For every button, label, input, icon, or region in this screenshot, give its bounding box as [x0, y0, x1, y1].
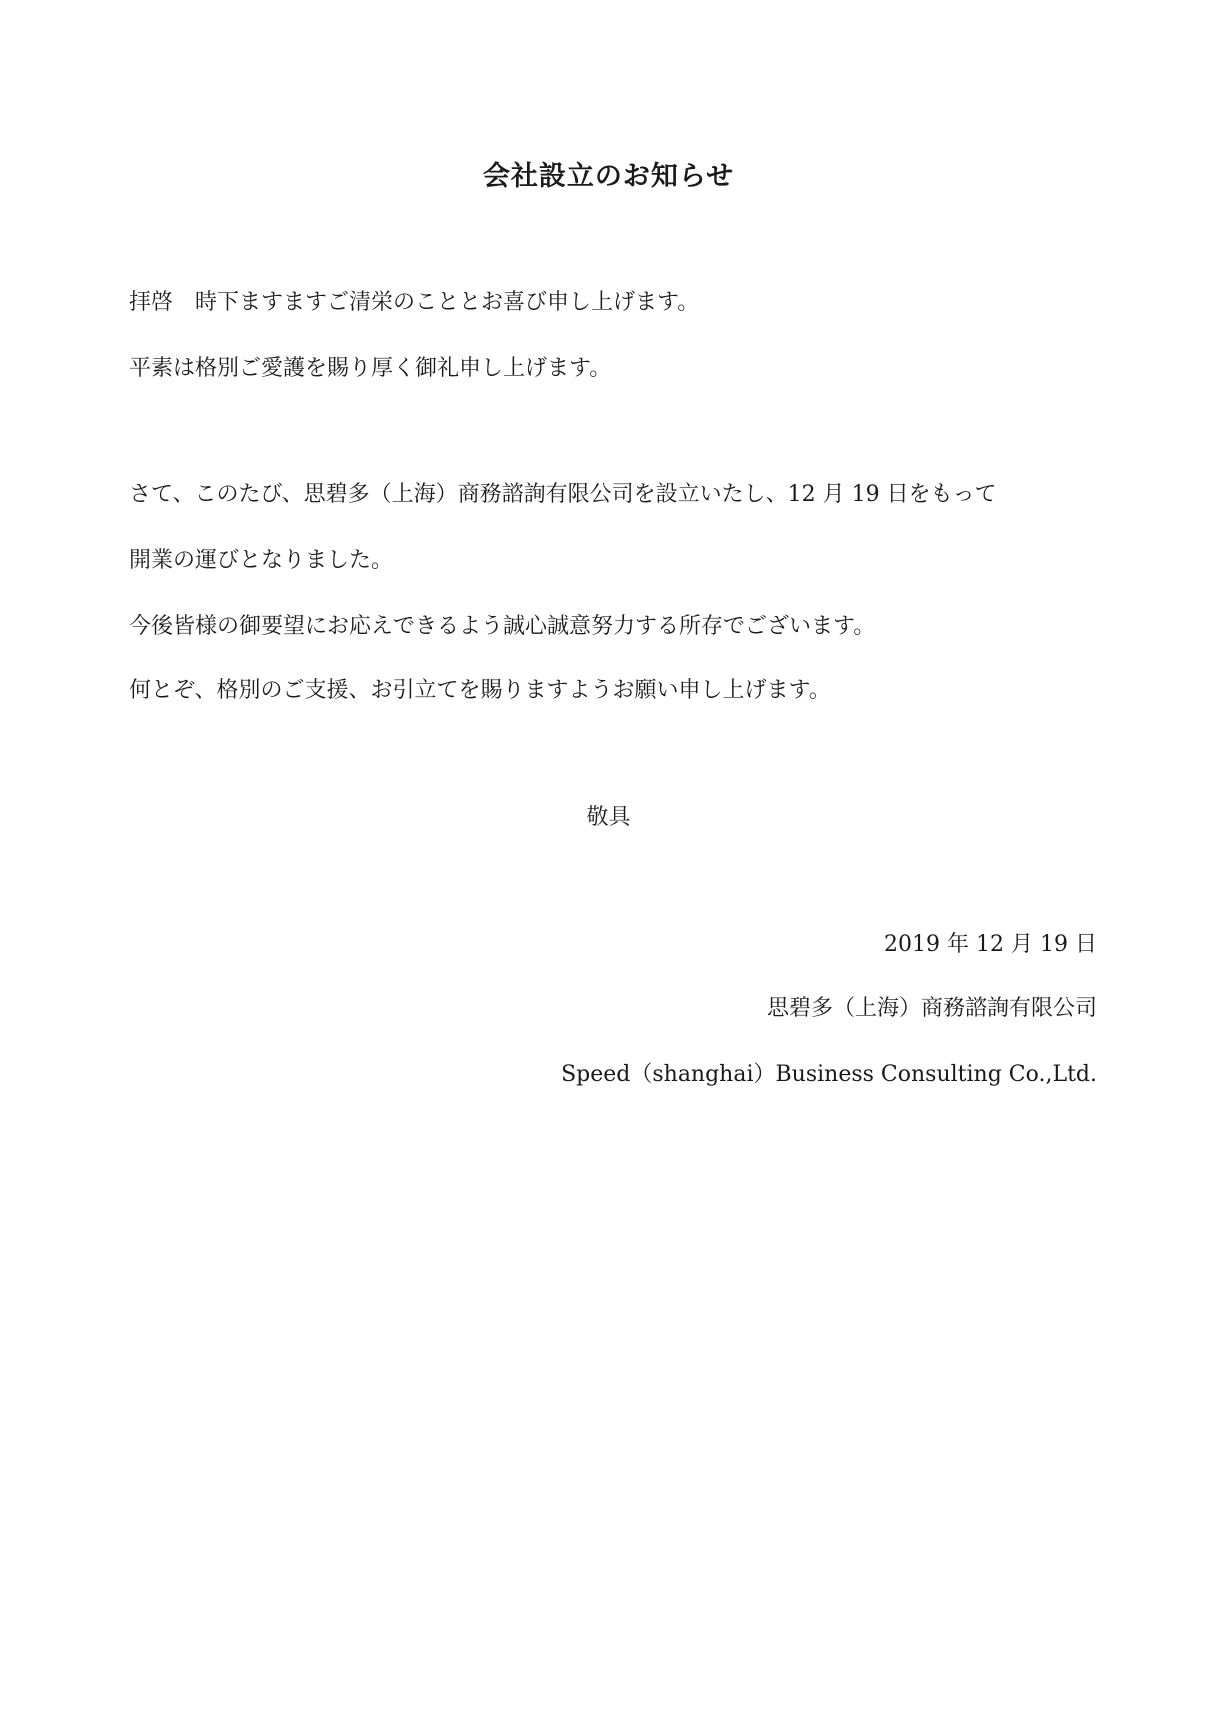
greeting-line-1: 拝啓 時下ますますご清栄のこととお喜び申し上げます。	[129, 290, 700, 315]
closing-phrase: 敬具	[586, 805, 631, 830]
document-title: 会社設立のお知らせ	[482, 161, 735, 192]
body-line-4: 何とぞ、格別のご支援、お引立てを賜りますようお願い申し上げます。	[129, 678, 831, 703]
body-line-3: 今後皆様の御要望にお応えできるよう誠心誠意努力する所存でございます。	[129, 614, 876, 639]
body-line-2: 開業の運びとなりました。	[129, 548, 394, 573]
company-name-english: Speed（shanghai）Business Consulting Co.,Ltd.	[561, 1062, 1097, 1087]
company-name-japanese: 思碧多（上海）商務諮詢有限公司	[766, 996, 1097, 1021]
issue-date: 2019 年 12 月 19 日	[884, 932, 1097, 957]
body-line-1: さて、このたび、思碧多（上海）商務諮詢有限公司を設立いたし、12 月 19 日をもって	[129, 482, 997, 507]
greeting-line-2: 平素は格別ご愛護を賜り厚く御礼申し上げます。	[129, 356, 612, 381]
